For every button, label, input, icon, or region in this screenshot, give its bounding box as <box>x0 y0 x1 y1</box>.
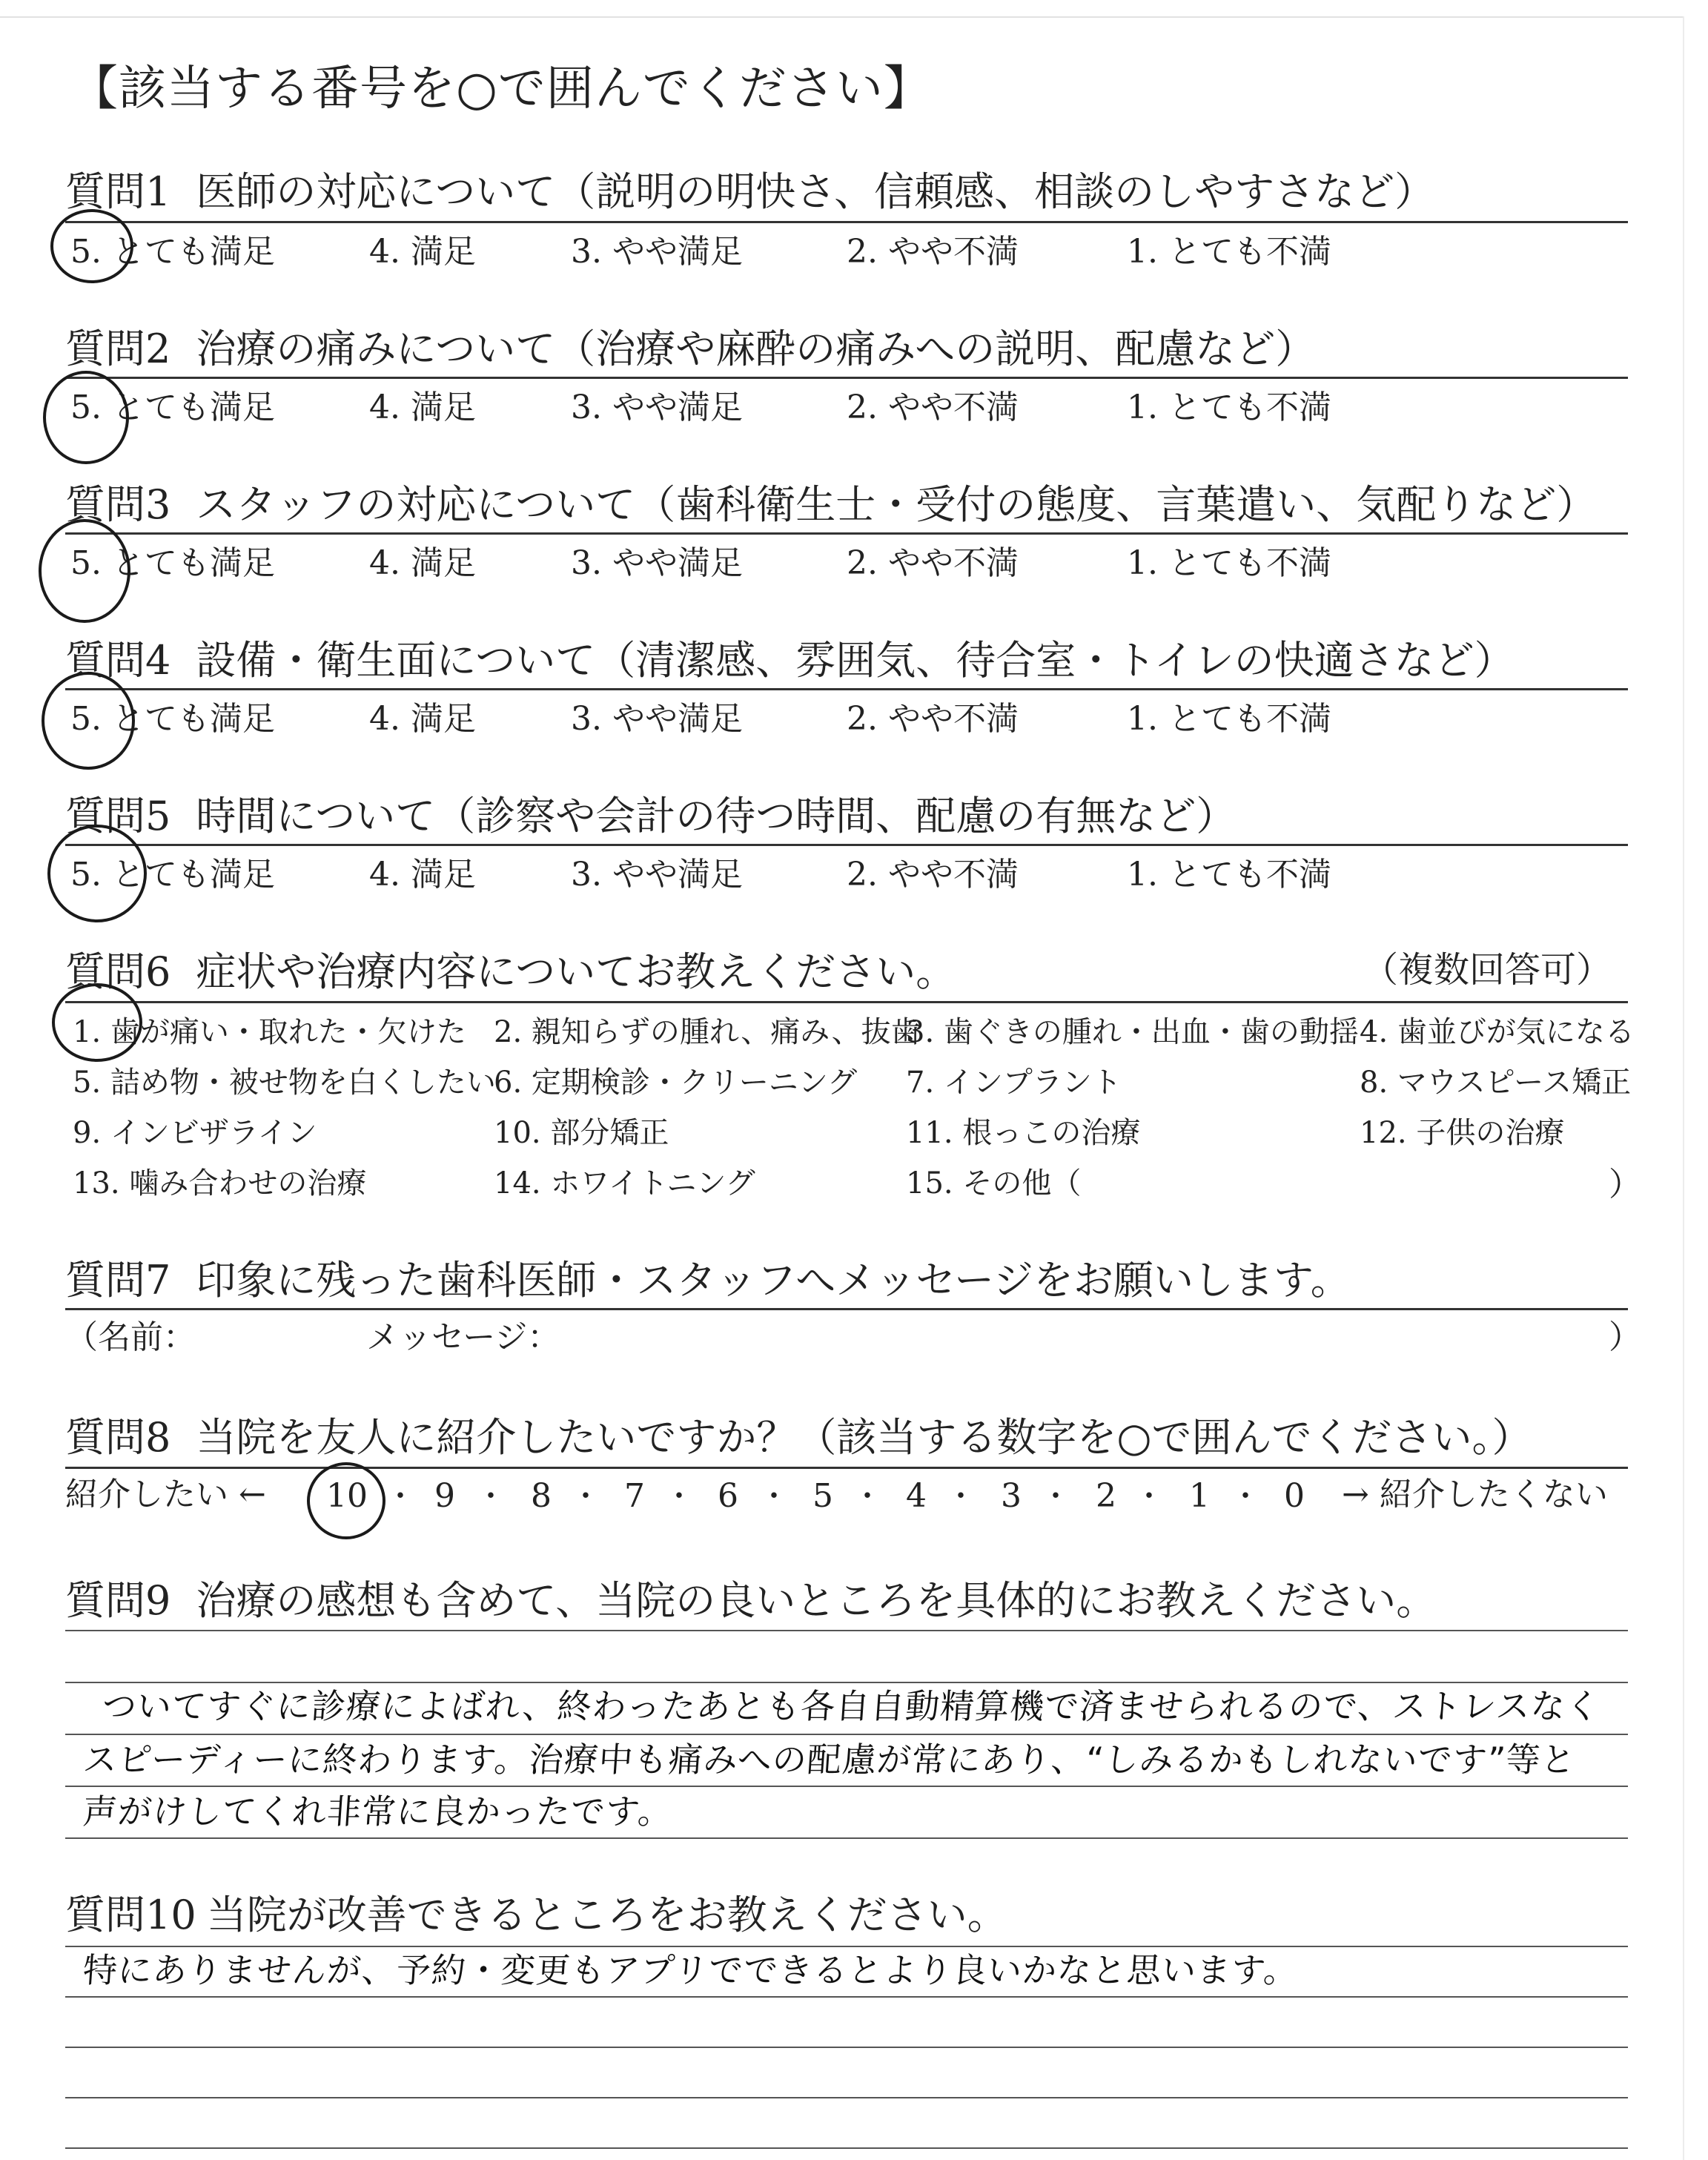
form-header: 【該当する番号を○で囲んでください】 <box>70 62 932 116</box>
q7-name-label: （名前： <box>65 1318 196 1356</box>
question-10-text: 当院が改善できるところをお教えください。 <box>206 1892 1007 1938</box>
page-edge-right <box>1683 16 1684 2160</box>
q9-answer-rule <box>65 1682 1628 1683</box>
question-10-title <box>65 1892 1007 1938</box>
q8-separator: ・ <box>853 1479 882 1513</box>
q10-answer-line-1: 特にありませんが、予約・変更もアプリでできるとより良いかなと思います。 <box>82 1950 1300 1990</box>
question-9-number: 質問9 <box>65 1577 171 1624</box>
q2-option-4[interactable]: 4. 満足 <box>369 389 476 426</box>
q4-option-4[interactable]: 4. 満足 <box>369 700 476 738</box>
q8-separator: ・ <box>664 1479 694 1513</box>
q6-option-14[interactable]: 14. ホワイトニング <box>494 1166 755 1200</box>
question-2-text: 治療の痛みについて（治療や麻酔の痛みへの説明、配慮など） <box>196 326 1316 372</box>
q8-scale-2[interactable]: 2 <box>1096 1477 1116 1515</box>
q10-answer-rule <box>65 1946 1628 1947</box>
q7-close-paren: ） <box>1609 1318 1641 1356</box>
q4-option-2[interactable]: 2. やや不満 <box>847 700 1019 738</box>
question-3-rule <box>65 532 1628 535</box>
q9-answer-line-1: ついてすぐに診療によばれ、終わったあとも各自自動精算機で済ませられるので、ストレスなく <box>101 1686 1602 1726</box>
question-6-rule <box>65 1001 1628 1003</box>
question-5-title <box>65 793 1237 839</box>
q8-scale-6[interactable]: 6 <box>718 1477 738 1515</box>
question-3-title <box>65 481 1597 528</box>
q6-option-10[interactable]: 10. 部分矯正 <box>494 1116 669 1150</box>
q4-selection-circle <box>42 672 135 770</box>
q6-option-3[interactable]: 3. 歯ぐきの腫れ・出血・歯の動揺 <box>906 1015 1359 1049</box>
q1-option-3[interactable]: 3. やや満足 <box>571 233 743 271</box>
question-3-number: 質問3 <box>65 481 171 528</box>
q8-scale-1[interactable]: 1 <box>1189 1477 1210 1515</box>
question-6-text: 症状や治療内容についてお教えください。 <box>196 948 956 995</box>
q6-option-11[interactable]: 11. 根っこの治療 <box>906 1116 1141 1150</box>
q8-separator: ・ <box>476 1479 506 1513</box>
q8-scale-0[interactable]: 0 <box>1284 1477 1305 1515</box>
q6-option-4[interactable]: 4. 歯並びが気になる <box>1360 1015 1635 1049</box>
question-6-number: 質問6 <box>65 948 171 995</box>
q6-option-12[interactable]: 12. 子供の治療 <box>1360 1116 1565 1150</box>
q8-separator: ・ <box>946 1479 976 1513</box>
q9-answer-rule <box>65 1786 1628 1787</box>
q3-option-5[interactable]: 5. とても満足 <box>70 544 275 582</box>
q8-separator: ・ <box>385 1479 415 1513</box>
question-9-title <box>65 1577 1437 1624</box>
q9-answer-rule <box>65 1630 1628 1631</box>
question-7-text: 印象に残った歯科医師・スタッフへメッセージをお願いします。 <box>196 1257 1351 1304</box>
question-1-text: 医師の対応について（説明の明快さ、信頼感、相談のしやすさなど） <box>196 168 1435 215</box>
q1-option-4[interactable]: 4. 満足 <box>369 233 476 271</box>
q8-scale-3[interactable]: 3 <box>1001 1477 1022 1515</box>
q2-option-5[interactable]: 5. とても満足 <box>70 389 275 426</box>
q8-separator: ・ <box>1231 1479 1260 1513</box>
q5-option-3[interactable]: 3. やや満足 <box>571 856 743 894</box>
q6-option-1[interactable]: 1. 歯が痛い・取れた・欠けた <box>73 1015 466 1049</box>
question-8-title <box>65 1414 1532 1461</box>
q6-option-7[interactable]: 7. インプラント <box>906 1066 1122 1100</box>
question-2-number: 質問2 <box>65 326 171 372</box>
question-3-text: スタッフの対応について（歯科衛生士・受付の態度、言葉遣い、気配りなど） <box>196 481 1597 528</box>
q5-option-2[interactable]: 2. やや不満 <box>847 856 1019 894</box>
page-edge-top <box>0 16 1684 18</box>
question-7-rule <box>65 1308 1628 1310</box>
q6-selection-circle <box>52 983 142 1062</box>
q3-option-4[interactable]: 4. 満足 <box>369 544 476 582</box>
q6-other-close-paren: ） <box>1609 1166 1641 1203</box>
q8-scale-9[interactable]: 9 <box>434 1477 455 1515</box>
q1-option-1[interactable]: 1. とても不満 <box>1127 233 1331 271</box>
question-2-title <box>65 326 1316 372</box>
q5-option-1[interactable]: 1. とても不満 <box>1127 856 1331 894</box>
q8-scale-10[interactable]: 10 <box>326 1477 368 1515</box>
q8-scale-4[interactable]: 4 <box>906 1477 927 1515</box>
q3-selection-circle <box>39 519 130 623</box>
q5-option-4[interactable]: 4. 満足 <box>369 856 476 894</box>
q3-option-1[interactable]: 1. とても不満 <box>1127 544 1331 582</box>
q10-answer-rule <box>65 2097 1628 2098</box>
q1-option-5[interactable]: 5. とても満足 <box>70 233 275 271</box>
question-1-title <box>65 168 1435 215</box>
q8-scale-8[interactable]: 8 <box>531 1477 552 1515</box>
q4-option-1[interactable]: 1. とても不満 <box>1127 700 1331 738</box>
question-4-number: 質問4 <box>65 637 171 684</box>
question-10-number: 質問10 <box>65 1892 196 1938</box>
q2-selection-circle <box>43 371 129 464</box>
question-4-rule <box>65 688 1628 690</box>
question-2-rule <box>65 377 1628 379</box>
q1-selection-circle <box>50 209 133 283</box>
q8-separator: ・ <box>759 1479 789 1513</box>
q8-left-label: 紹介したい ← <box>65 1476 266 1513</box>
q9-answer-rule <box>65 1734 1628 1735</box>
q10-answer-rule <box>65 2047 1628 2048</box>
q8-selection-circle <box>307 1462 385 1539</box>
q7-message-label: メッセージ： <box>366 1318 560 1356</box>
question-8-rule <box>65 1467 1628 1469</box>
question-5-rule <box>65 844 1628 846</box>
question-4-title <box>65 637 1515 684</box>
q3-option-3[interactable]: 3. やや満足 <box>571 544 743 582</box>
question-8-number: 質問8 <box>65 1414 171 1461</box>
q8-separator: ・ <box>571 1479 600 1513</box>
q4-option-5[interactable]: 5. とても満足 <box>70 700 275 738</box>
q6-option-5[interactable]: 5. 詰め物・被せ物を白くしたい <box>73 1066 496 1100</box>
q2-option-1[interactable]: 1. とても不満 <box>1127 389 1331 426</box>
q9-answer-line-2: スピーディーに終わります。治療中も痛みへの配慮が常にあり、“しみるかもしれないです”等と <box>82 1740 1578 1780</box>
q10-answer-rule <box>65 2147 1628 2149</box>
question-5-text: 時間について（診察や会計の待つ時間、配慮の有無など） <box>196 793 1237 839</box>
q6-option-2[interactable]: 2. 親知らずの腫れ、痛み、抜歯 <box>494 1015 921 1049</box>
q8-separator: ・ <box>1134 1479 1164 1513</box>
question-1-rule <box>65 221 1628 223</box>
question-7-number: 質問7 <box>65 1257 171 1304</box>
q9-answer-rule <box>65 1837 1628 1839</box>
q10-answer-rule <box>65 1996 1628 1998</box>
question-8-text: 当院を友人に紹介したいですか？（該当する数字を○で囲んでください。） <box>196 1414 1532 1461</box>
q2-option-3[interactable]: 3. やや満足 <box>571 389 743 426</box>
question-7-title <box>65 1257 1351 1304</box>
q8-scale-7[interactable]: 7 <box>624 1477 645 1515</box>
question-6-title <box>65 948 956 995</box>
q5-selection-circle <box>47 825 147 922</box>
q6-option-9[interactable]: 9. インビザライン <box>73 1116 317 1150</box>
question-1-number: 質問1 <box>65 168 171 215</box>
q3-option-2[interactable]: 2. やや不満 <box>847 544 1019 582</box>
q6-option-15[interactable]: 15. その他（ <box>906 1166 1082 1200</box>
q8-right-label: → 紹介したくない <box>1342 1476 1608 1513</box>
question-5-number: 質問5 <box>65 793 171 839</box>
question-4-text: 設備・衛生面について（清潔感、雰囲気、待合室・トイレの快適さなど） <box>196 637 1515 684</box>
q5-option-5[interactable]: 5. とても満足 <box>70 856 275 894</box>
q9-answer-line-3: 声がけしてくれ非常に良かったです。 <box>82 1791 675 1832</box>
q6-option-6[interactable]: 6. 定期検診・クリーニング <box>494 1066 858 1100</box>
q4-option-3[interactable]: 3. やや満足 <box>571 700 743 738</box>
question-6-multiple-note: （複数回答可） <box>1363 949 1612 991</box>
q8-scale-5[interactable]: 5 <box>812 1477 833 1515</box>
q6-option-8[interactable]: 8. マウスピース矯正 <box>1360 1066 1632 1100</box>
q2-option-2[interactable]: 2. やや不満 <box>847 389 1019 426</box>
question-9-text: 治療の感想も含めて、当院の良いところを具体的にお教えください。 <box>196 1577 1437 1624</box>
q6-option-13[interactable]: 13. 噛み合わせの治療 <box>73 1166 367 1200</box>
q1-option-2[interactable]: 2. やや不満 <box>847 233 1019 271</box>
q8-separator: ・ <box>1041 1479 1070 1513</box>
